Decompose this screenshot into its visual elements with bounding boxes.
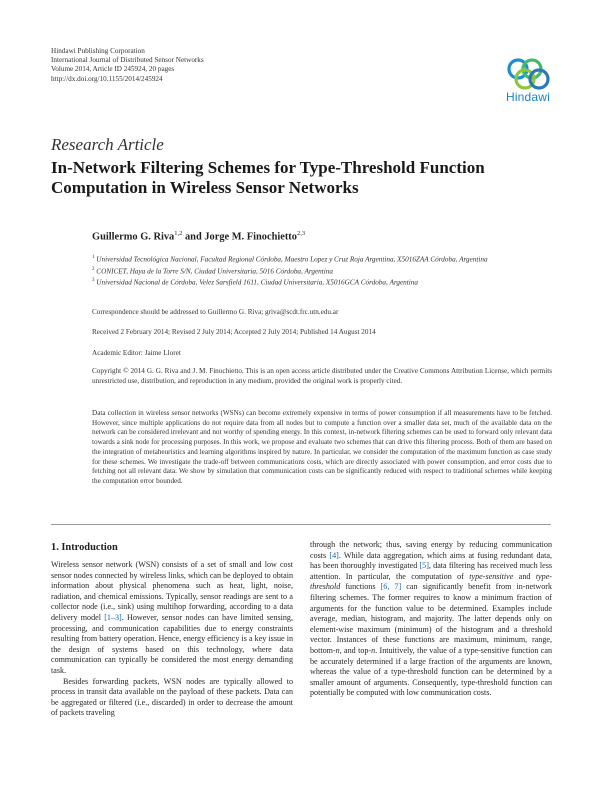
author-name: Guillermo G. Riva bbox=[92, 231, 175, 243]
body-text: . While data aggregation, which aims at fusing redundant data, has been thoroughly investigated bbox=[310, 550, 552, 571]
emphasized-text: type-sensitive bbox=[469, 571, 514, 581]
body-text: , data filtering has received much less attention. In particular, the computation of bbox=[310, 561, 552, 581]
correspondence-note: Correspondence should be addressed to Guillermo G. Riva; griva@scdt.frc.utn.edu.ar bbox=[92, 308, 339, 316]
emphasized-text: type-threshold bbox=[310, 571, 552, 592]
abstract-text: Data collection in wireless sensor networks (WSNs) can become extremely expensive in terms of power consumption if all measurements have to be fetched. However, since multiple applications do not require data from all nodes but to compute a function over a smaller data set, much of the available data on the network can be considered irrelevant and not worthy of spending energy. In this context, in-network filtering schemes can be used to forward only relevant data towards a sink node for processing purposes. In this work, we propose and evaluate two schemes that can drive this filtering process. Both of them are based on the integration of metaheuristics and learning algorithms inspired by nature. In particular, we consider the computation of the maximum function as case study for these schemes. We investigate the trade-off between communications costs, which are directly associated with power consumption, and error costs due to fetching not all relevant data. We show by simulation that communication costs can be significantly reduced with respect to traditional schemes while keeping the computation error bounded. bbox=[92, 409, 552, 485]
affiliation-item bbox=[92, 276, 512, 288]
body-text: , and top- bbox=[339, 645, 372, 655]
article-title: In-Network Filtering Schemes for Type-Threshold Function Computation in Wireless Sensor Networks bbox=[51, 158, 485, 197]
body-paragraph bbox=[51, 560, 293, 677]
author-list bbox=[92, 230, 305, 242]
publisher-name: Hindawi Publishing Corporation bbox=[51, 47, 145, 55]
body-text: Wireless sensor network (WSN) consists of a set of small and low cost sensor nodes connected by wireless links, which can be deployed to obtain information about physical phenomena such as heat, light, noise, radiation, and chemical emissions. Typically, sensor readings are sent to a collector node (i.e., sink) using multihop forwarding, according to a data delivery model bbox=[51, 560, 293, 622]
affiliation-item bbox=[92, 265, 512, 277]
academic-editor: Academic Editor: Jaime Lloret bbox=[92, 349, 181, 357]
emphasized-text: n bbox=[371, 645, 376, 655]
copyright-notice: Copyright © 2014 G. G. Riva and J. M. Finochietto. This is an open access article distributed under the Creative Commons Attribution License, which permits unrestricted use, distribution, and reproduction in any medium, provided the original work is properly cited. bbox=[92, 367, 552, 385]
body-column-right bbox=[310, 540, 552, 699]
citation-link[interactable]: [4] bbox=[329, 550, 339, 560]
body-text: and bbox=[513, 571, 536, 581]
affiliation-list bbox=[92, 253, 512, 288]
emphasized-text: n bbox=[335, 645, 340, 655]
journal-header bbox=[51, 47, 204, 84]
body-column-left bbox=[51, 560, 293, 719]
body-text: Besides forwarding packets, WSN nodes are typically allowed to process in transit data available on the payload of these packets. Data can be aggregated or filtered (i.e., discarded) in order to decrease the amount of packets traveling bbox=[51, 676, 293, 718]
doi-link[interactable]: http://dx.doi.org/10.1155/2014/245924 bbox=[51, 74, 163, 83]
affiliation-text: Universidad Tecnológica Nacional, Facultad Regional Córdoba, Maestro Lopez y Cruz Roja Argentina, X5016ZAA Córdoba, Argentina bbox=[94, 255, 488, 264]
body-paragraph bbox=[310, 540, 552, 699]
journal-name: International Journal of Distributed Sensor Networks bbox=[51, 56, 204, 65]
citation-link[interactable]: [1–3] bbox=[104, 612, 122, 622]
author-affiliation-mark: 1,2 bbox=[174, 230, 183, 237]
publication-dates: Received 2 February 2014; Revised 2 July 2014; Accepted 2 July 2014; Published 14 August 2014 bbox=[92, 328, 376, 336]
author-name: Jorge M. Finochietto bbox=[204, 231, 297, 243]
section-divider bbox=[51, 524, 551, 525]
article-type: Research Article bbox=[51, 135, 164, 154]
affiliation-number: 1 bbox=[92, 255, 95, 260]
body-text: can significantly benefit from in-network filtering schemes. The former requires to know a minimum fraction of arguments for the function value to be determined. Examples include average, median, histogram, and majority. The latter depends only on element-wise maximum (minimum) of the histogram and a threshold vector. Instances of these functions are maximum, minimum, range, bottom- bbox=[310, 582, 553, 655]
body-text: through the network; thus, saving energy by reducing communication costs bbox=[310, 540, 552, 560]
hindawi-logo-text: Hindawi bbox=[505, 90, 551, 104]
body-paragraph bbox=[51, 677, 293, 719]
citation-link[interactable]: [5] bbox=[419, 561, 429, 571]
affiliation-item bbox=[92, 253, 512, 265]
citation-link[interactable]: [6, 7] bbox=[380, 582, 402, 592]
affiliation-text: CONICET, Haya de la Torre S/N, Ciudad Universitaria, 5016 Córdoba, Argentina bbox=[94, 266, 333, 275]
author-separator: and bbox=[182, 231, 205, 243]
body-text: . Intuitively, the value of a type-sensitive function can be accurately determined if a large fraction of the arguments are known, whereas the value of a type-threshold function can be determined by a smaller amount of arguments. Consequently, type-threshold function can potentially be computed with low communication costs. bbox=[310, 645, 552, 698]
affiliation-number: 2 bbox=[92, 266, 95, 272]
affiliation-text: Universidad Nacional de Córdoba, Velez Sarsfield 1611, Ciudad Universitaria, X5016GCA Córdoba, Argentina bbox=[94, 278, 418, 287]
volume-info: Volume 2014, Article ID 245924, 20 pages bbox=[51, 65, 175, 74]
body-text: functions bbox=[340, 582, 381, 592]
section-heading: 1. Introduction bbox=[51, 542, 118, 553]
author-affiliation-mark: 2,3 bbox=[296, 230, 306, 237]
affiliation-number: 3 bbox=[92, 278, 95, 284]
body-text: . However, sensor nodes can have limited sensing, processing, and communication capabilities due to energy constraints resulting from battery operation. Hence, energy efficiency is a key issue in the design of systems based on this technology, where data communication can typically be considered the most energy demanding task. bbox=[51, 612, 294, 675]
